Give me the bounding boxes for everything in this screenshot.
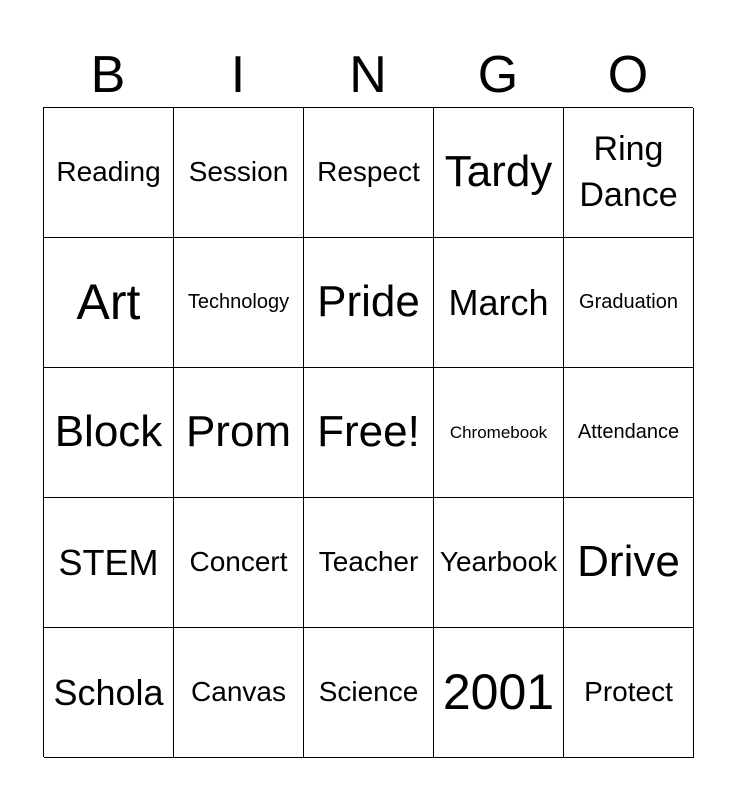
bingo-header (43, 44, 693, 106)
bingo-cell[interactable]: Concert (174, 498, 304, 628)
header-letter-o: O (607, 46, 649, 104)
header-letter-i: I (230, 46, 246, 104)
bingo-cell[interactable]: Session (174, 108, 304, 238)
bingo-cell[interactable]: Technology (174, 238, 304, 368)
bingo-cell[interactable]: Canvas (174, 628, 304, 758)
bingo-cell[interactable]: Respect (304, 108, 434, 238)
bingo-cell[interactable]: Reading (44, 108, 174, 238)
bingo-cell[interactable]: Pride (304, 238, 434, 368)
bingo-cell[interactable]: Graduation (564, 238, 694, 368)
bingo-cell[interactable]: STEM (44, 498, 174, 628)
bingo-cell[interactable]: Attendance (564, 368, 694, 498)
bingo-cell[interactable]: Block (44, 368, 174, 498)
bingo-cell[interactable]: Protect (564, 628, 694, 758)
header-letter-g: G (477, 46, 519, 104)
bingo-cell[interactable]: 2001 (434, 628, 564, 758)
header-letter-n: N (349, 46, 387, 104)
bingo-cell[interactable]: Teacher (304, 498, 434, 628)
bingo-cell[interactable]: March (434, 238, 564, 368)
bingo-cell[interactable]: Yearbook (434, 498, 564, 628)
bingo-cell[interactable]: Art (44, 238, 174, 368)
bingo-cell[interactable]: Science (304, 628, 434, 758)
bingo-board (43, 107, 693, 757)
bingo-cell[interactable]: Ring Dance (564, 108, 694, 238)
header-letter-b: B (90, 46, 126, 104)
bingo-cell[interactable]: Schola (44, 628, 174, 758)
bingo-cell[interactable]: Prom (174, 368, 304, 498)
bingo-cell[interactable]: Tardy (434, 108, 564, 238)
bingo-cell[interactable]: Drive (564, 498, 694, 628)
bingo-cell-free-space[interactable]: Free! (304, 368, 434, 498)
bingo-cell[interactable]: Chromebook (434, 368, 564, 498)
